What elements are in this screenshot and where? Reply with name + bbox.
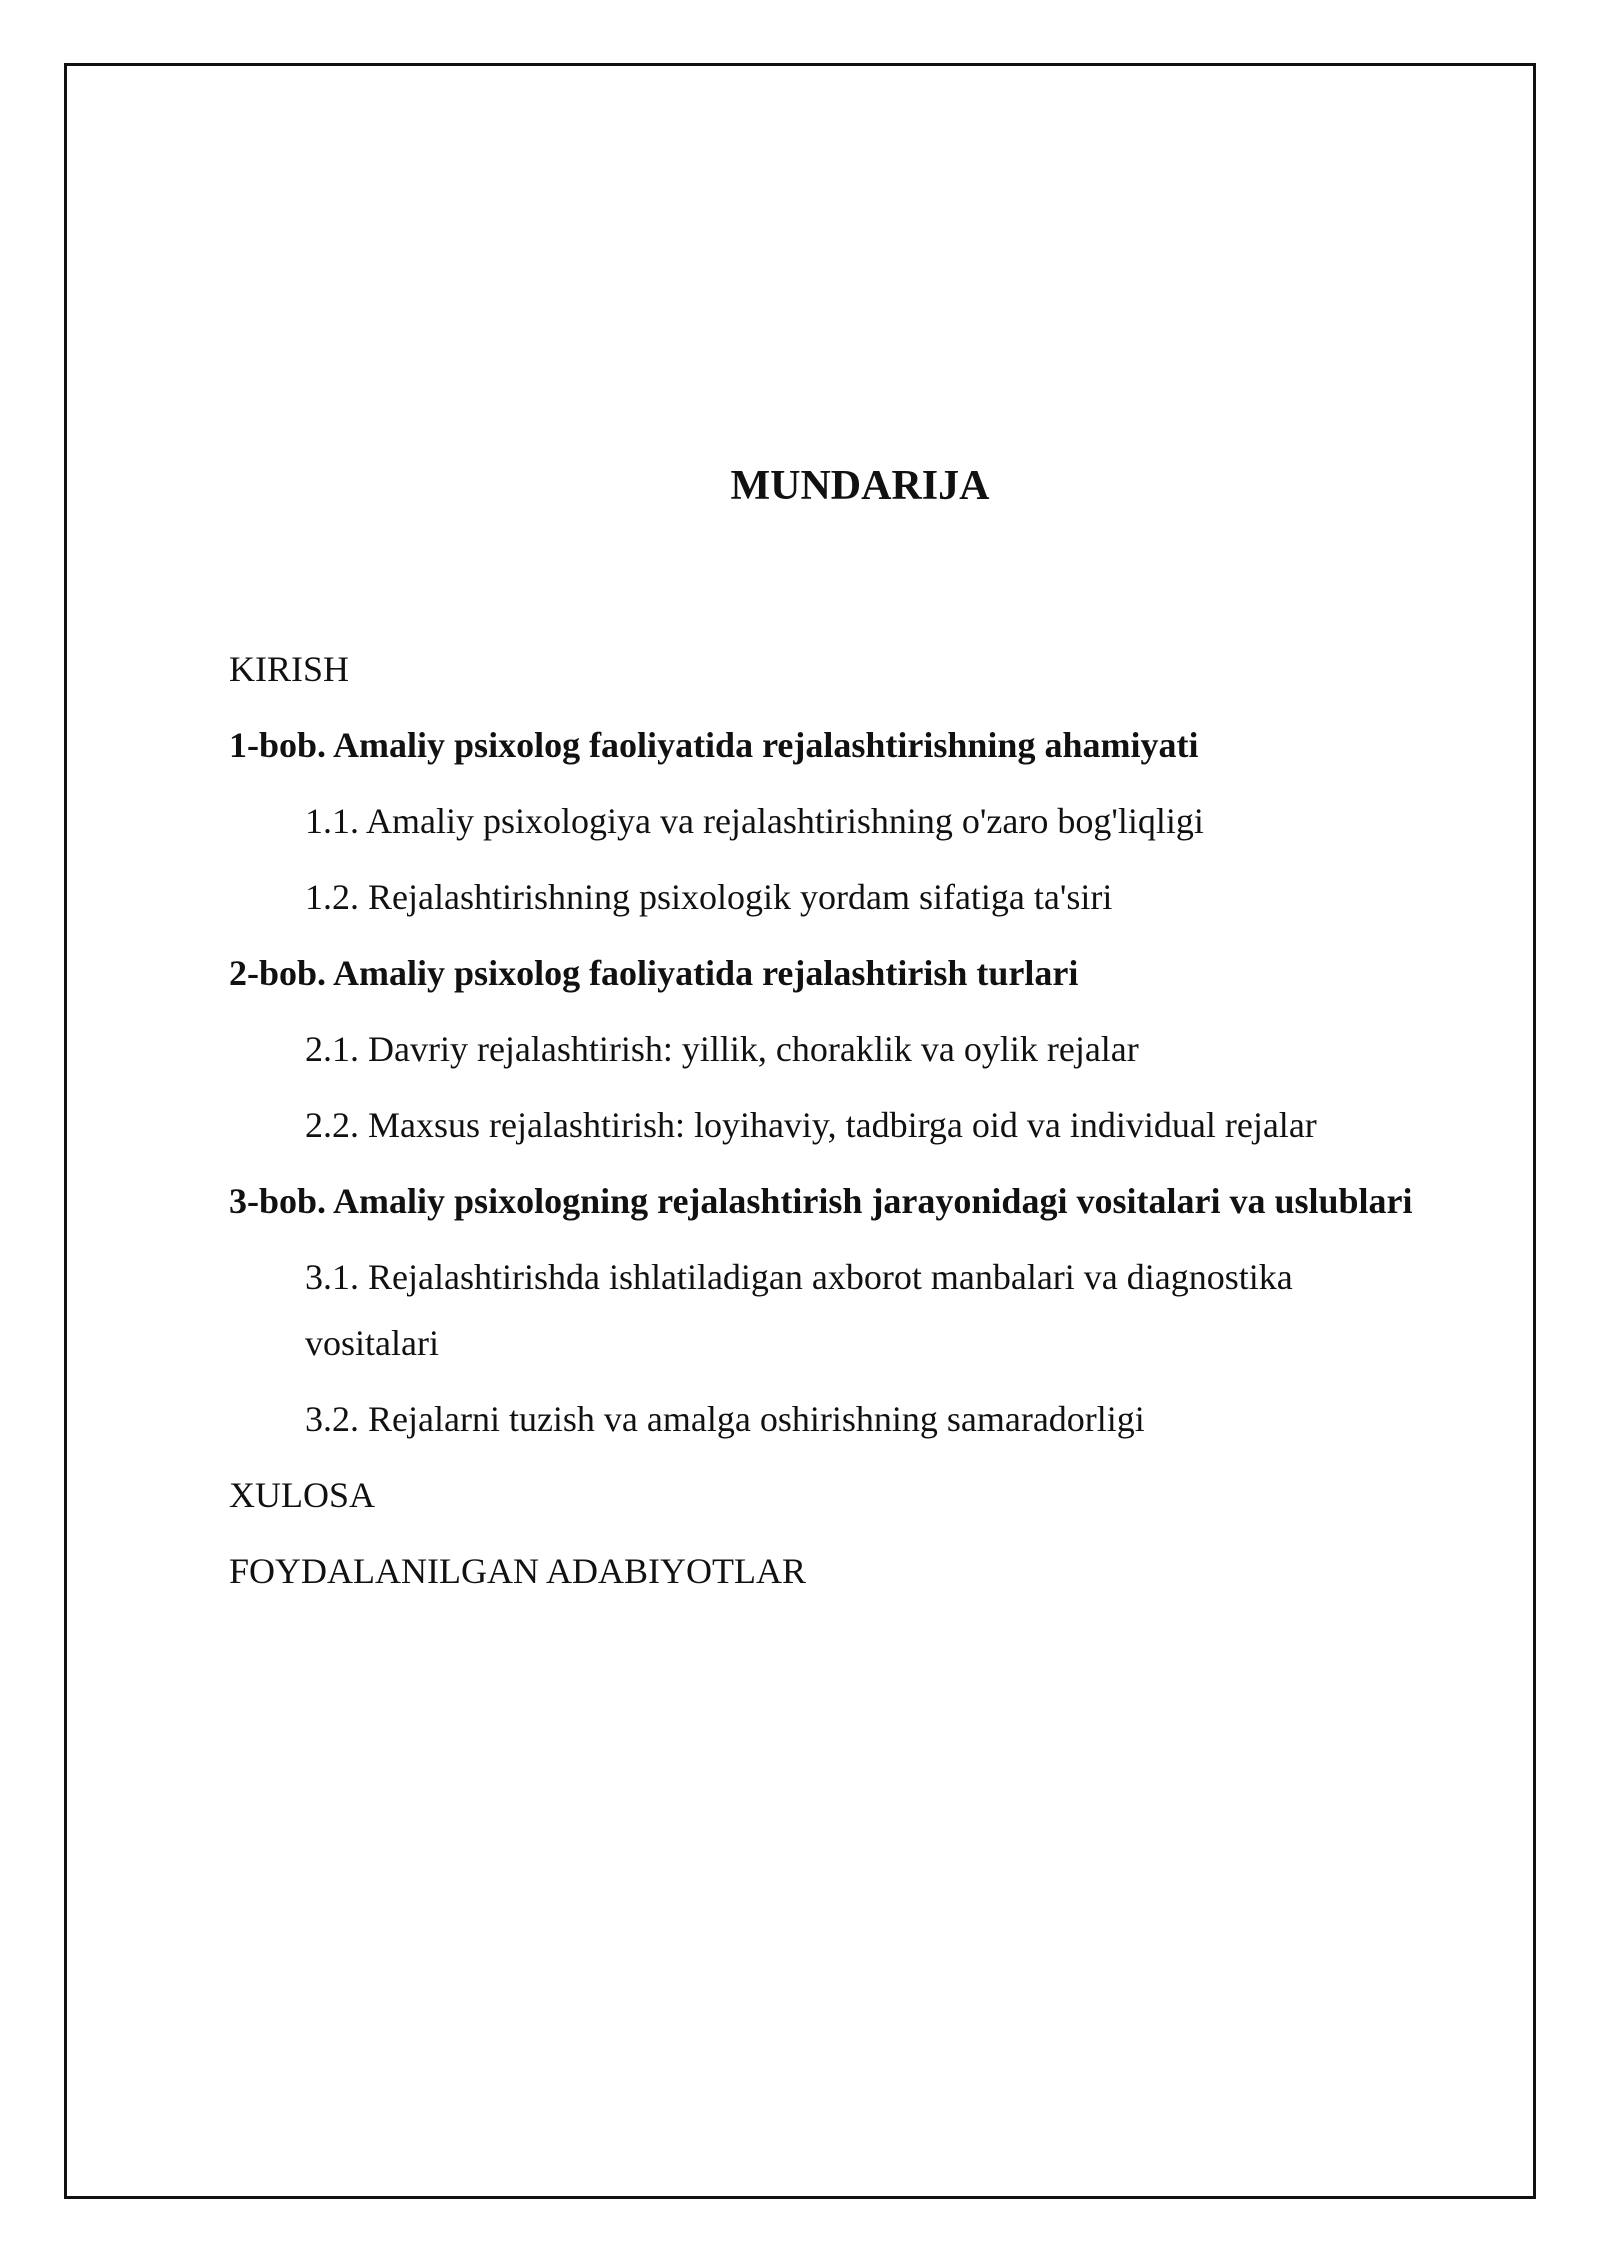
toc-section-3-1: 3.1. Rejalashtirishda ishlatiladigan axborot manbalari va diagnostika vositalari bbox=[305, 1257, 1293, 1363]
toc-entry-references: FOYDALANILGAN ADABIYOTLAR bbox=[229, 1551, 806, 1591]
page-title: MUNDARIJA bbox=[730, 463, 990, 509]
toc-chapter-1: 1-bob. Amaliy psixolog faoliyatida rejalashtirishning ahamiyati bbox=[229, 725, 1199, 765]
table-of-contents bbox=[229, 636, 1479, 1614]
toc-entry-conclusion: XULOSA bbox=[229, 1475, 376, 1515]
toc-entry-introduction: KIRISH bbox=[229, 649, 350, 689]
toc-section-2-1: 2.1. Davriy rejalashtirish: yillik, choraklik va oylik rejalar bbox=[305, 1029, 1139, 1069]
toc-section-1-2: 1.2. Rejalashtirishning psixologik yordam sifatiga ta'siri bbox=[305, 877, 1113, 917]
toc-section-3-2: 3.2. Rejalarni tuzish va amalga oshirishning samaradorligi bbox=[305, 1399, 1145, 1439]
toc-section-1-1: 1.1. Amaliy psixologiya va rejalashtirishning o'zaro bog'liqligi bbox=[305, 801, 1204, 841]
toc-chapter-2: 2-bob. Amaliy psixolog faoliyatida rejalashtirish turlari bbox=[229, 953, 1079, 993]
toc-section-2-2: 2.2. Maxsus rejalashtirish: loyihaviy, tadbirga oid va individual rejalar bbox=[305, 1105, 1317, 1145]
toc-chapter-3: 3-bob. Amaliy psixologning rejalashtirish jarayonidagi vositalari va uslublari bbox=[229, 1181, 1413, 1221]
